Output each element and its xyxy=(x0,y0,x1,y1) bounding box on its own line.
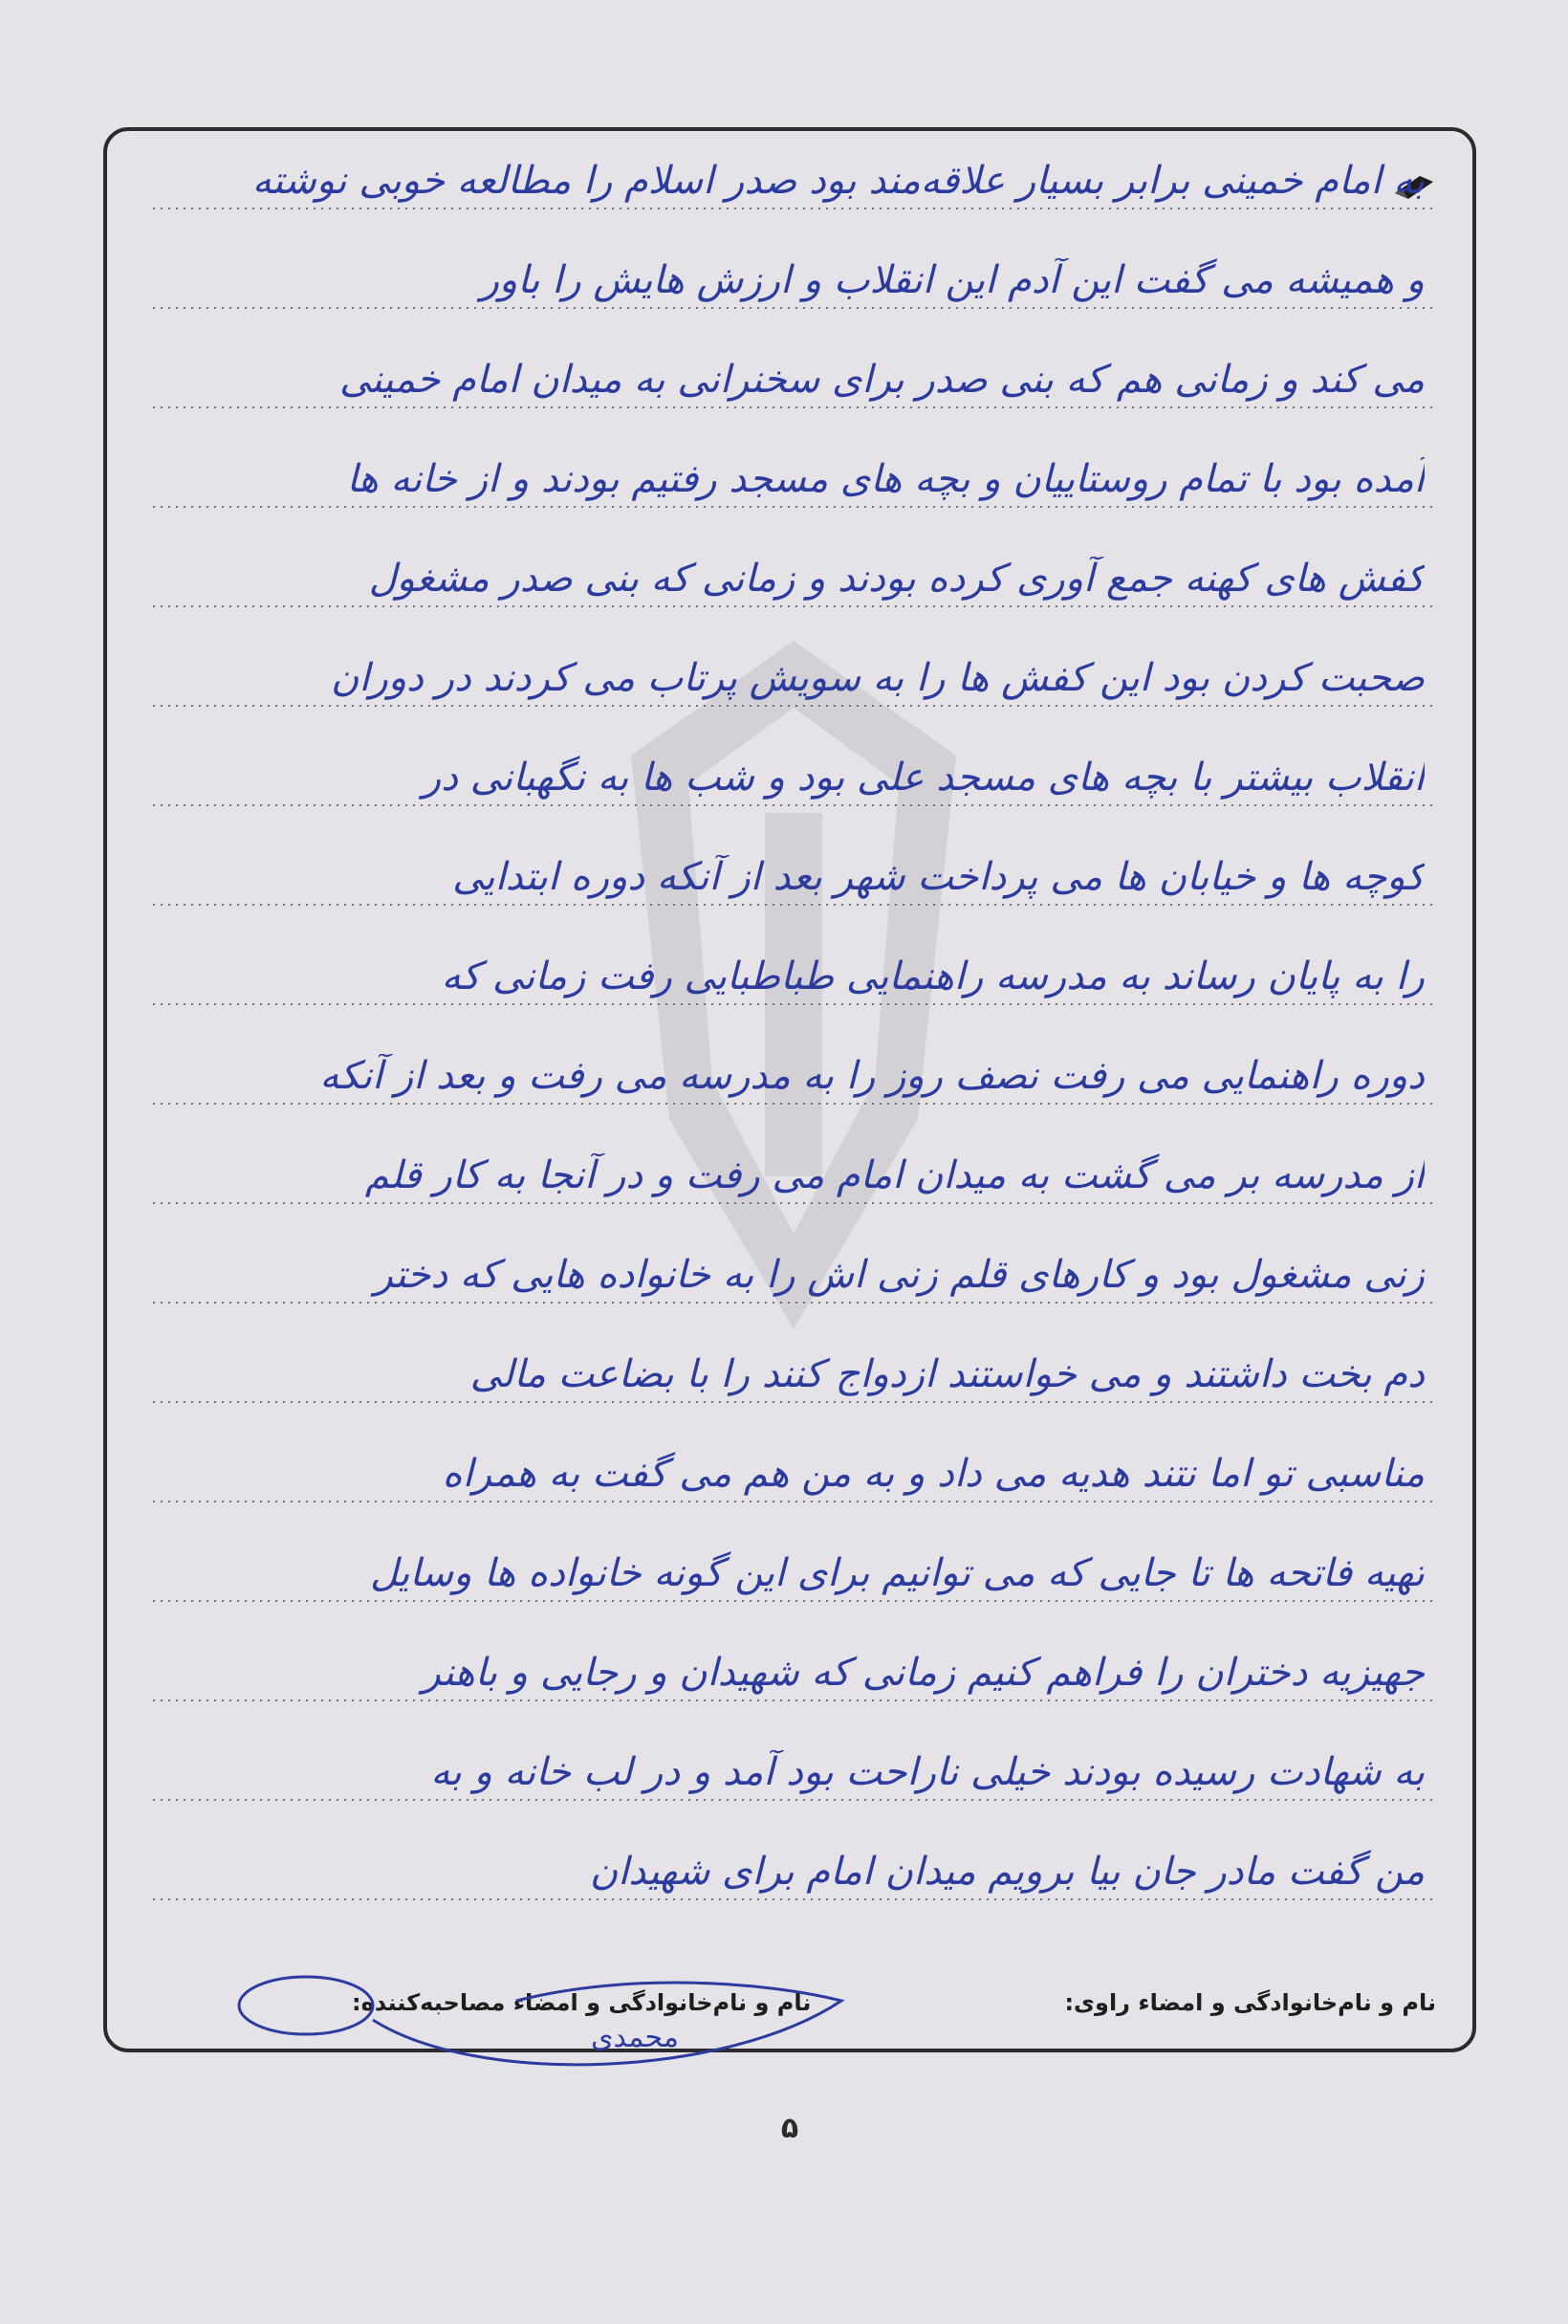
handwritten-line: دم بخت داشتند و می خواستند ازدواج کنند را با بضاعت مالی xyxy=(469,1352,1425,1396)
handwritten-line: تهیه فاتحه ها تا جایی که می توانیم برای این گونه خانواده ها وسایل xyxy=(370,1551,1425,1595)
handwritten-line: می کند و زمانی هم که بنی صدر برای سخنرانی به میدان امام خمینی xyxy=(339,358,1425,402)
handwritten-line: زنی مشغول بود و کارهای قلم زنی اش را به خانواده هایی که دختر xyxy=(374,1253,1425,1297)
handwritten-line: به شهادت رسیده بودند خیلی ناراحت بود آمد و در لب خانه و به xyxy=(430,1750,1425,1794)
handwritten-line: صحبت کردن بود این کفش ها را به سویش پرتاب می کردند در دوران xyxy=(331,656,1425,700)
handwritten-line: انقلاب بیشتر با بچه های مسجد علی بود و شب ها به نگهبانی در xyxy=(422,756,1425,800)
handwritten-line: به امام خمینی برابر بسیار علاقه‌مند بود صدر اسلام را مطالعه خوبی نوشته xyxy=(251,159,1425,203)
handwritten-line: دوره راهنمایی می رفت نصف روز را به مدرسه می رفت و بعد از آنکه xyxy=(319,1054,1425,1098)
handwritten-line: مناسبی تو اما نتند هدیه می داد و به من هم می گفت به همراه xyxy=(442,1452,1425,1496)
handwritten-line: جهیزیه دختران را فراهم کنیم زمانی که شهیدان و رجایی و باهنر xyxy=(422,1651,1425,1695)
page-number: ۵ xyxy=(780,2112,799,2145)
handwritten-line: کفش های کهنه جمع آوری کرده بودند و زمانی که بنی صدر مشغول xyxy=(368,557,1425,601)
handwritten-line: را به پایان رساند به مدرسه راهنمایی طباطبایی رفت زمانی که xyxy=(441,954,1425,998)
interviewer-label: نام و نام‌خانوادگی و امضاء مصاحبه‌کننده: xyxy=(352,1989,812,2016)
handwritten-line: من گفت مادر جان بیا برویم میدان امام برای شهیدان xyxy=(589,1850,1425,1894)
signature-text: محمدی xyxy=(590,2021,679,2054)
handwritten-line: آمده بود با تمام روستاییان و بچه های مسجد رفتیم بودند و از خانه ها xyxy=(346,457,1425,501)
signature-scribble xyxy=(229,1962,860,2087)
handwritten-line: از مدرسه بر می گشت به میدان امام می رفت و در آنجا به کار قلم xyxy=(364,1153,1425,1197)
handwritten-line: و همیشه می گفت این آدم این انقلاب و ارزش هایش را باور xyxy=(480,258,1425,302)
narrator-label: نام و نام‌خانوادگی و امضاء راوی: xyxy=(1064,1989,1436,2016)
handwritten-line: کوچه ها و خیابان ها می پرداخت شهر بعد از آنکه دوره ابتدایی xyxy=(452,855,1425,899)
